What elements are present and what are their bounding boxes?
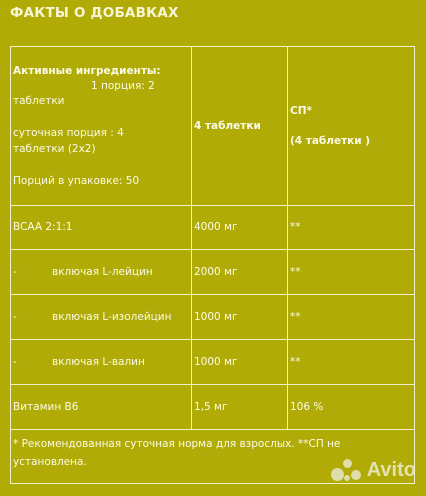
- ingredient-name: Витамин B6: [13, 401, 79, 413]
- ingredient-amount: 1000 мг: [194, 356, 238, 368]
- avito-logo-icon: [331, 458, 363, 482]
- table-row: [11, 384, 414, 430]
- header-cell-ingredients: [11, 47, 191, 205]
- ingredient-name: включая L-валин: [52, 356, 145, 368]
- table-row: [11, 205, 414, 250]
- table-row: [11, 249, 414, 295]
- ingredient-name: BCAA 2:1:1: [13, 221, 73, 233]
- ingredient-amount: 2000 мг: [194, 266, 238, 278]
- amount-cell: [191, 385, 288, 430]
- daily-value-cell: [287, 206, 414, 250]
- daily-portion: суточная порция : 4: [13, 127, 124, 139]
- ingredient-daily-value: 106 %: [290, 401, 324, 413]
- daily-value-header-detail: (4 таблетки ): [290, 135, 371, 147]
- ingredient-daily-value: **: [290, 311, 301, 323]
- table-header-row: [11, 47, 414, 205]
- ingredient-daily-value: **: [290, 356, 301, 368]
- footnote: * Рекомендованная суточная норма для взрослых. **СП не установлена.: [13, 438, 341, 468]
- daily-value-cell: [287, 385, 414, 430]
- header-cell-daily-value: [287, 47, 414, 205]
- amount-cell: [191, 250, 288, 295]
- serving-size: 1 порция: 2: [91, 80, 155, 92]
- subitem-dash: -: [13, 311, 17, 323]
- daily-portion-detail: таблетки (2х2): [13, 143, 96, 155]
- amount-cell: [191, 340, 288, 385]
- ingredient-name: включая L-изолейцин: [52, 311, 172, 323]
- ingredient-cell: [11, 250, 191, 295]
- ingredient-daily-value: **: [290, 221, 301, 233]
- subitem-dash: -: [13, 356, 17, 368]
- table-row: [11, 339, 414, 385]
- page-title: ФАКТЫ О ДОБАВКАХ: [10, 5, 179, 21]
- ingredient-amount: 1,5 мг: [194, 401, 228, 413]
- amount-cell: [191, 206, 288, 250]
- daily-value-cell: [287, 250, 414, 295]
- ingredient-cell: [11, 295, 191, 340]
- serving-size-unit: таблетки: [13, 95, 65, 107]
- amount-cell: [191, 295, 288, 340]
- subitem-dash: -: [13, 266, 17, 278]
- table-row: [11, 294, 414, 340]
- supplement-facts-table: [10, 46, 415, 484]
- avito-brand-text: Avito: [366, 458, 416, 481]
- amount-per-serving-header: 4 таблетки: [194, 120, 261, 132]
- ingredient-cell: [11, 340, 191, 385]
- daily-value-cell: [287, 340, 414, 385]
- daily-value-header: СП*: [290, 105, 312, 117]
- servings-per-pack: Порций в упаковке: 50: [13, 175, 140, 187]
- avito-watermark: [331, 458, 416, 482]
- ingredient-amount: 4000 мг: [194, 221, 238, 233]
- ingredients-label: Активные ингредиенты:: [13, 65, 161, 77]
- ingredient-amount: 1000 мг: [194, 311, 238, 323]
- header-cell-amount: [191, 47, 288, 205]
- ingredient-daily-value: **: [290, 266, 301, 278]
- daily-value-cell: [287, 295, 414, 340]
- ingredient-name: включая L-лейцин: [52, 266, 153, 278]
- ingredient-cell: [11, 385, 191, 430]
- ingredient-cell: [11, 206, 191, 250]
